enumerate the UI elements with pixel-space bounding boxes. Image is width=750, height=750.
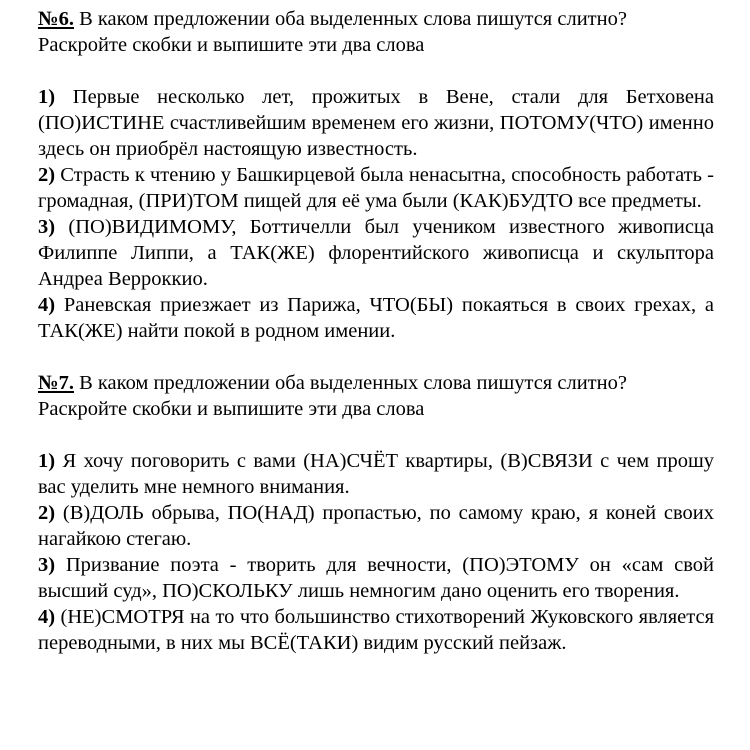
task-6-option-4 <box>38 292 714 344</box>
task-7-option-2 <box>38 500 714 552</box>
option-text: Я хочу поговорить с вами (НА)СЧЁТ квартиры, (В)СВЯЗИ с чем прошу вас уделить мне немного внимания. <box>38 450 714 498</box>
task-6-heading <box>38 6 714 58</box>
task-6-option-3 <box>38 214 714 292</box>
option-text: Первые несколько лет, прожитых в Вене, стали для Бетховена (ПО)ИСТИНЕ счастливейшим временем его жизни, ПОТОМУ(ЧТО) именно здесь он приобрёл настоящую известность. <box>38 86 714 160</box>
task-7-question: В каком предложении оба выделенных слова пишутся слитно? Раскройте скобки и выпишите эти два слова <box>38 372 627 420</box>
option-number: 4) <box>38 294 56 316</box>
option-text: (ПО)ВИДИМОМУ, Боттичелли был учеником известного живописца Филиппе Липпи, а ТАК(ЖЕ) флорентийского живописца и скульптора Андреа Верроккио. <box>38 216 714 290</box>
option-number: 1) <box>38 86 56 108</box>
option-text: Призвание поэта - творить для вечности, (ПО)ЭТОМУ он «сам свой высший суд», ПО)СКОЛЬКУ лишь немногим дано оценить его творения. <box>38 554 714 602</box>
option-text: (НЕ)СМОТРЯ на то что большинство стихотворений Жуковского является переводными, в них мы ВСЁ(ТАКИ) видим русский пейзаж. <box>38 606 714 654</box>
option-number: 3) <box>38 554 56 576</box>
option-number: 1) <box>38 450 56 472</box>
task-7 <box>38 370 714 656</box>
task-7-option-1 <box>38 448 714 500</box>
task-6-option-1 <box>38 84 714 162</box>
task-7-heading <box>38 370 714 422</box>
option-number: 2) <box>38 502 56 524</box>
task-6 <box>38 6 714 344</box>
task-7-options <box>38 448 714 656</box>
option-text: Страсть к чтению у Башкирцевой была ненасытна, способность работать - громадная, (ПРИ)ТОМ пищей для её ума были (КАК)БУДТО все предметы. <box>38 164 714 212</box>
option-number: 4) <box>38 606 56 628</box>
task-7-option-3 <box>38 552 714 604</box>
task-6-option-2 <box>38 162 714 214</box>
task-6-number: №6. <box>38 8 74 30</box>
task-7-number: №7. <box>38 372 74 394</box>
task-6-options <box>38 84 714 344</box>
option-text: (В)ДОЛЬ обрыва, ПО(НАД) пропастью, по самому краю, я коней своих нагайкою стегаю. <box>38 502 714 550</box>
option-number: 2) <box>38 164 56 186</box>
option-number: 3) <box>38 216 56 238</box>
task-6-question: В каком предложении оба выделенных слова пишутся слитно? Раскройте скобки и выпишите эти два слова <box>38 8 627 56</box>
option-text: Раневская приезжает из Парижа, ЧТО(БЫ) покаяться в своих грехах, а ТАК(ЖЕ) найти покой в родном имении. <box>38 294 714 342</box>
task-7-option-4 <box>38 604 714 656</box>
